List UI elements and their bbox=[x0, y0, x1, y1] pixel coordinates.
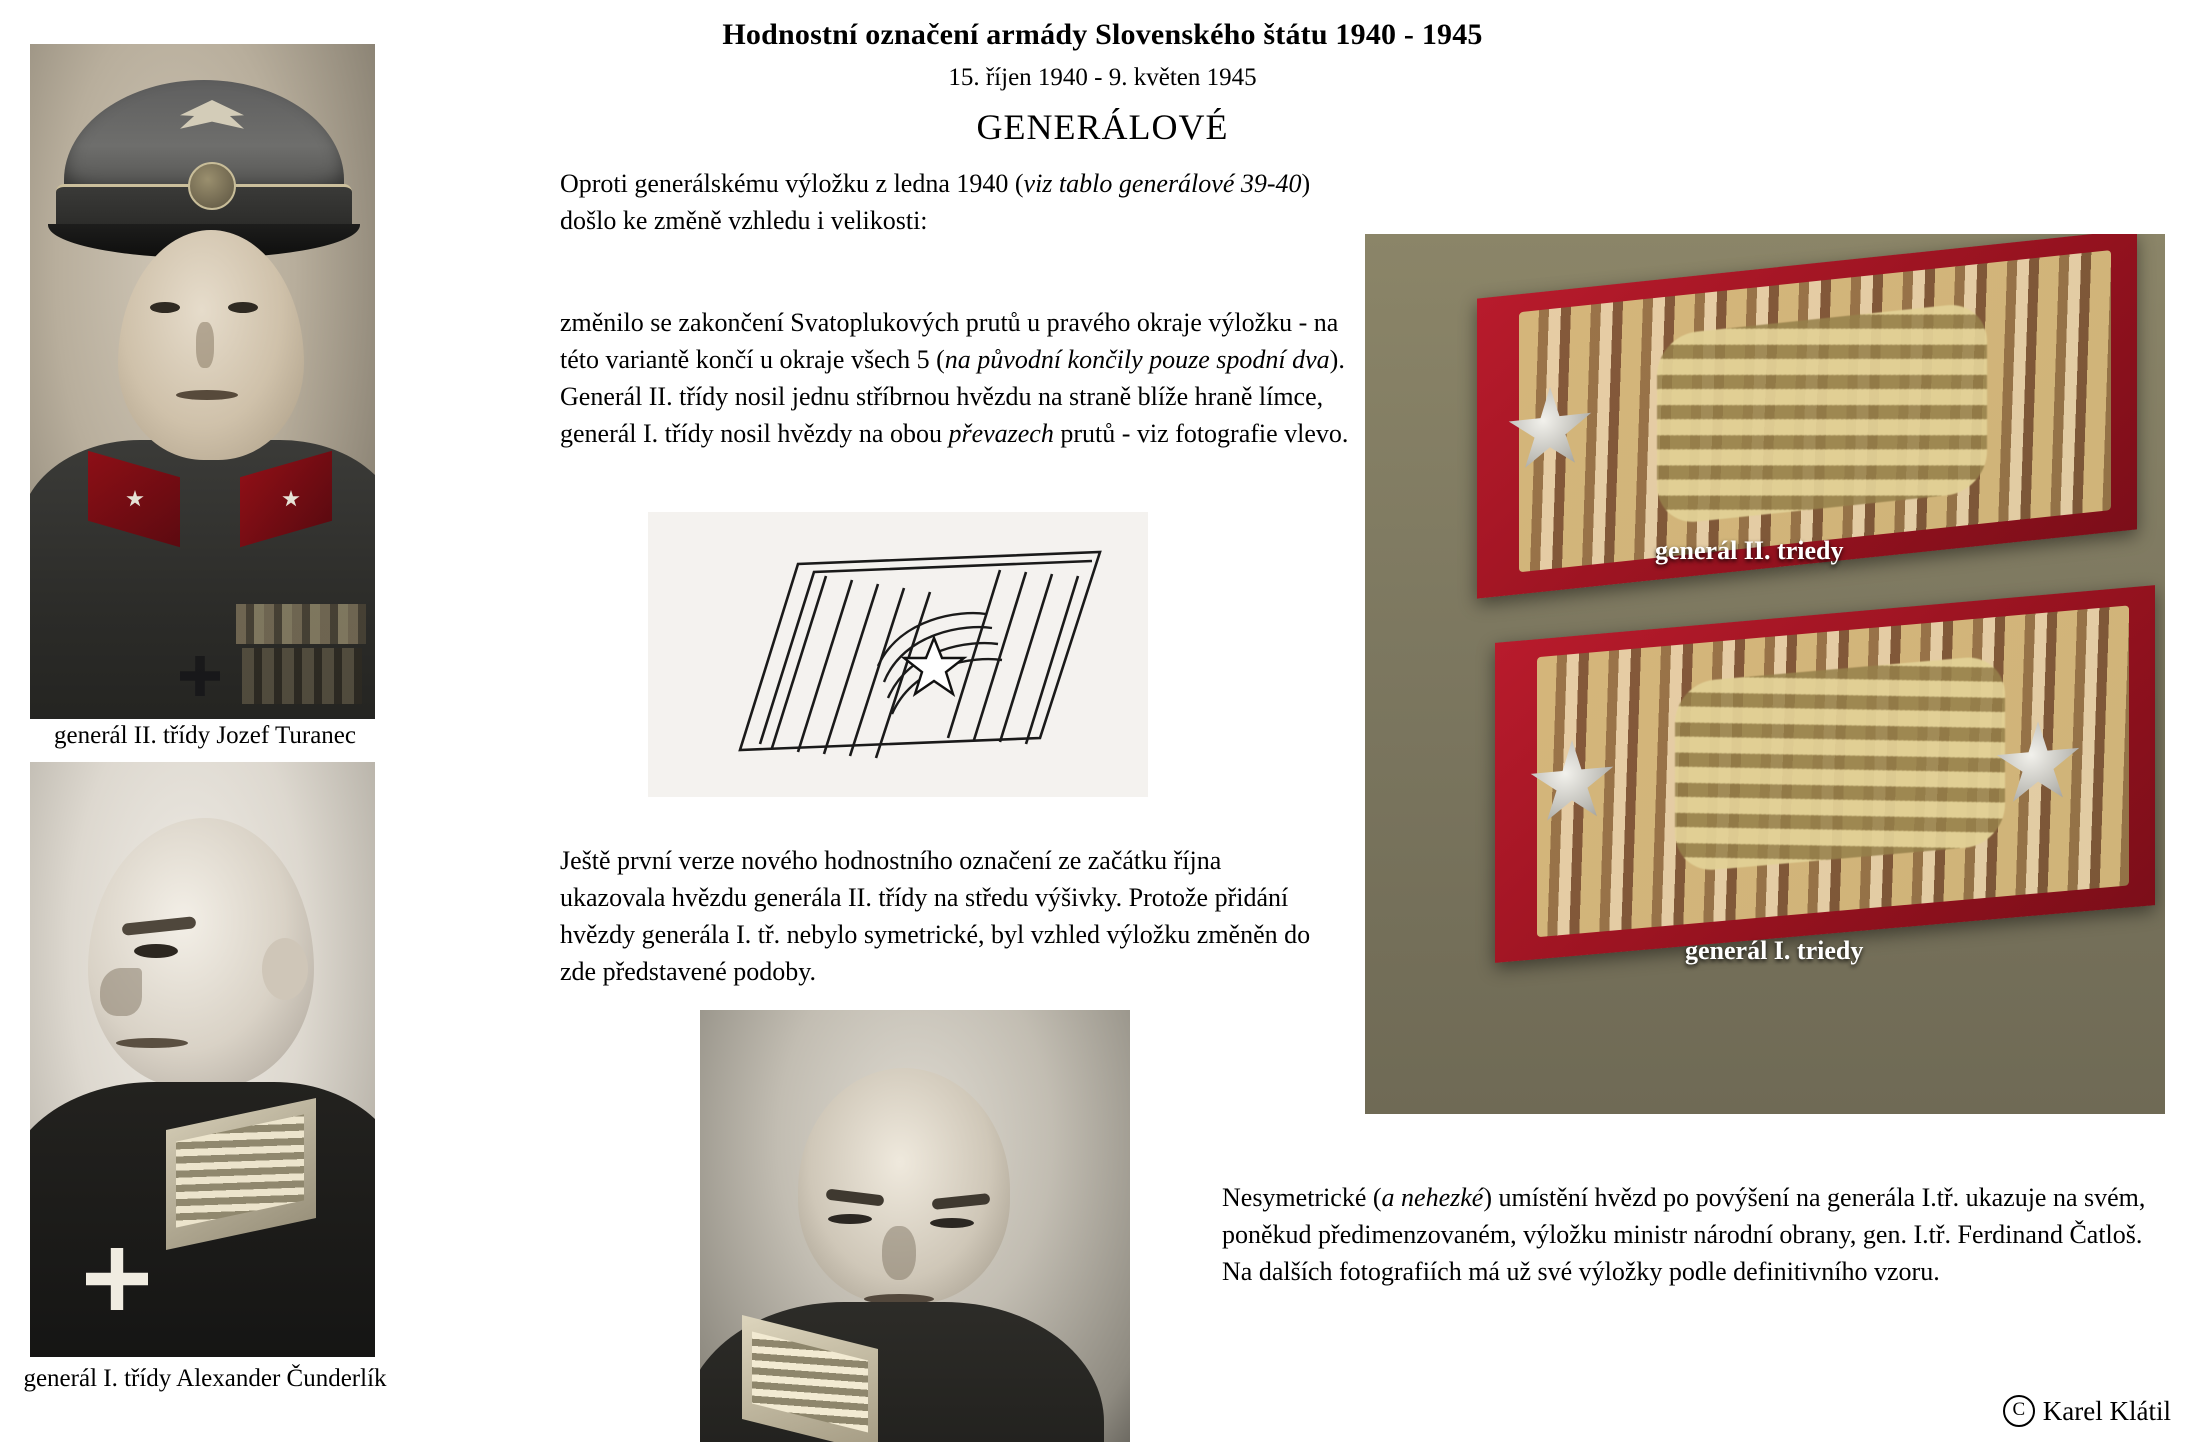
paragraph-catlos-italic: a nehezké bbox=[1381, 1183, 1484, 1212]
photo-collar-patches bbox=[1365, 234, 2165, 1114]
illustration-early-variant bbox=[648, 512, 1148, 797]
collar-patch-general-1st-class bbox=[1495, 585, 2155, 963]
nose bbox=[882, 1226, 916, 1280]
section-heading: GENERÁLOVÉ bbox=[976, 107, 1229, 147]
photo-ferdinand-catlos bbox=[700, 1010, 1130, 1442]
cap-cockade-icon bbox=[188, 162, 236, 210]
copyright-icon: C bbox=[2003, 1395, 2035, 1427]
mouth bbox=[116, 1038, 188, 1048]
paragraph-intro-italic: viz tablo generálové 39-40 bbox=[1023, 169, 1302, 198]
eye-right bbox=[930, 1218, 974, 1228]
eye bbox=[134, 944, 178, 958]
paragraph-intro-part2: ) došlo ke změně vzhledu i velikosti: bbox=[560, 169, 1311, 235]
paragraph-description-italic2: převazech bbox=[948, 418, 1054, 448]
embroidery-knots bbox=[1675, 654, 2005, 873]
photo-alexander-cunderlik bbox=[30, 762, 375, 1357]
eye-right bbox=[228, 302, 258, 313]
paragraph-catlos bbox=[1222, 1180, 2152, 1291]
eye-left bbox=[828, 1214, 872, 1224]
paragraph-catlos-part2: ) umístění hvězd po povýšení na generála I.tř. ukazuje na svém, poněkud předimenzovaném, výložku ministr národní obrany, gen. I.tř. Ferdinand Čatloš. Na dalších fotografiích má už své výložky podle definitivního vzoru. bbox=[1222, 1183, 2146, 1286]
caption-turanec: generál II. třídy Jozef Turanec bbox=[54, 722, 356, 749]
medal-ribbon-bar bbox=[236, 604, 366, 644]
ear bbox=[262, 938, 308, 1000]
paragraph-intro bbox=[560, 166, 1350, 240]
paragraph-description-italic1: na původní končily pouze spodní dva bbox=[944, 344, 1330, 374]
paragraph-intro-part1: Oproti generálskému výložku z ledna 1940 ( bbox=[560, 169, 1024, 198]
portrait-drawing-cunderlik bbox=[30, 762, 375, 1357]
page-subtitle: 15. říjen 1940 - 9. květen 1945 bbox=[948, 64, 1257, 91]
page-title: Hodnostní označení armády Slovenského štátu 1940 - 1945 bbox=[722, 18, 1483, 51]
medal-group bbox=[242, 648, 362, 704]
patch-label-general-1st-class: generál I. triedy bbox=[1685, 936, 1864, 965]
photo-jozef-turanec bbox=[30, 44, 375, 719]
eye-left bbox=[150, 302, 180, 313]
portrait-drawing-catlos bbox=[700, 1010, 1130, 1442]
embroidery-knots bbox=[1657, 301, 1987, 526]
footer-credit bbox=[2003, 1395, 2171, 1427]
paragraph-description-part3: prutů - viz fotografie vlevo. bbox=[1053, 418, 1349, 448]
paragraph-catlos-part1: Nesymetrické ( bbox=[1222, 1183, 1382, 1212]
author-name: Karel Klátil bbox=[2042, 1395, 2171, 1426]
paragraph-first-version: Ještě první verze nového hodnostního označení ze začátku října ukazovala hvězdu generála II. třídy na středu výšivky. Protože přidání hvězdy generála I. tř. nebylo symetrické, byl vzhled výložku změněn do zde představené podoby. bbox=[560, 846, 1311, 986]
paragraph-description bbox=[560, 305, 1350, 453]
collar-patch-line-drawing-icon bbox=[648, 512, 1148, 797]
paragraph-description-part1: změnilo se zakončení Svatoplukových prutů u pravého okraje výložku - na této variantě končí u okraje všech 5 ( bbox=[560, 308, 1339, 374]
caption-cunderlik: generál I. třídy Alexander Čunderlík bbox=[23, 1365, 387, 1392]
nose bbox=[100, 968, 142, 1016]
portrait-drawing-turanec bbox=[30, 44, 375, 719]
paragraph-description-part2: ). Generál II. třídy nosil jednu stříbrnou hvězdu na straně blíže hraně límce, generál I. třídy nosil hvězdy na obou bbox=[560, 344, 1345, 448]
nose bbox=[196, 322, 214, 368]
mouth bbox=[176, 390, 238, 400]
patch-label-general-2nd-class: generál II. triedy bbox=[1655, 536, 1844, 565]
